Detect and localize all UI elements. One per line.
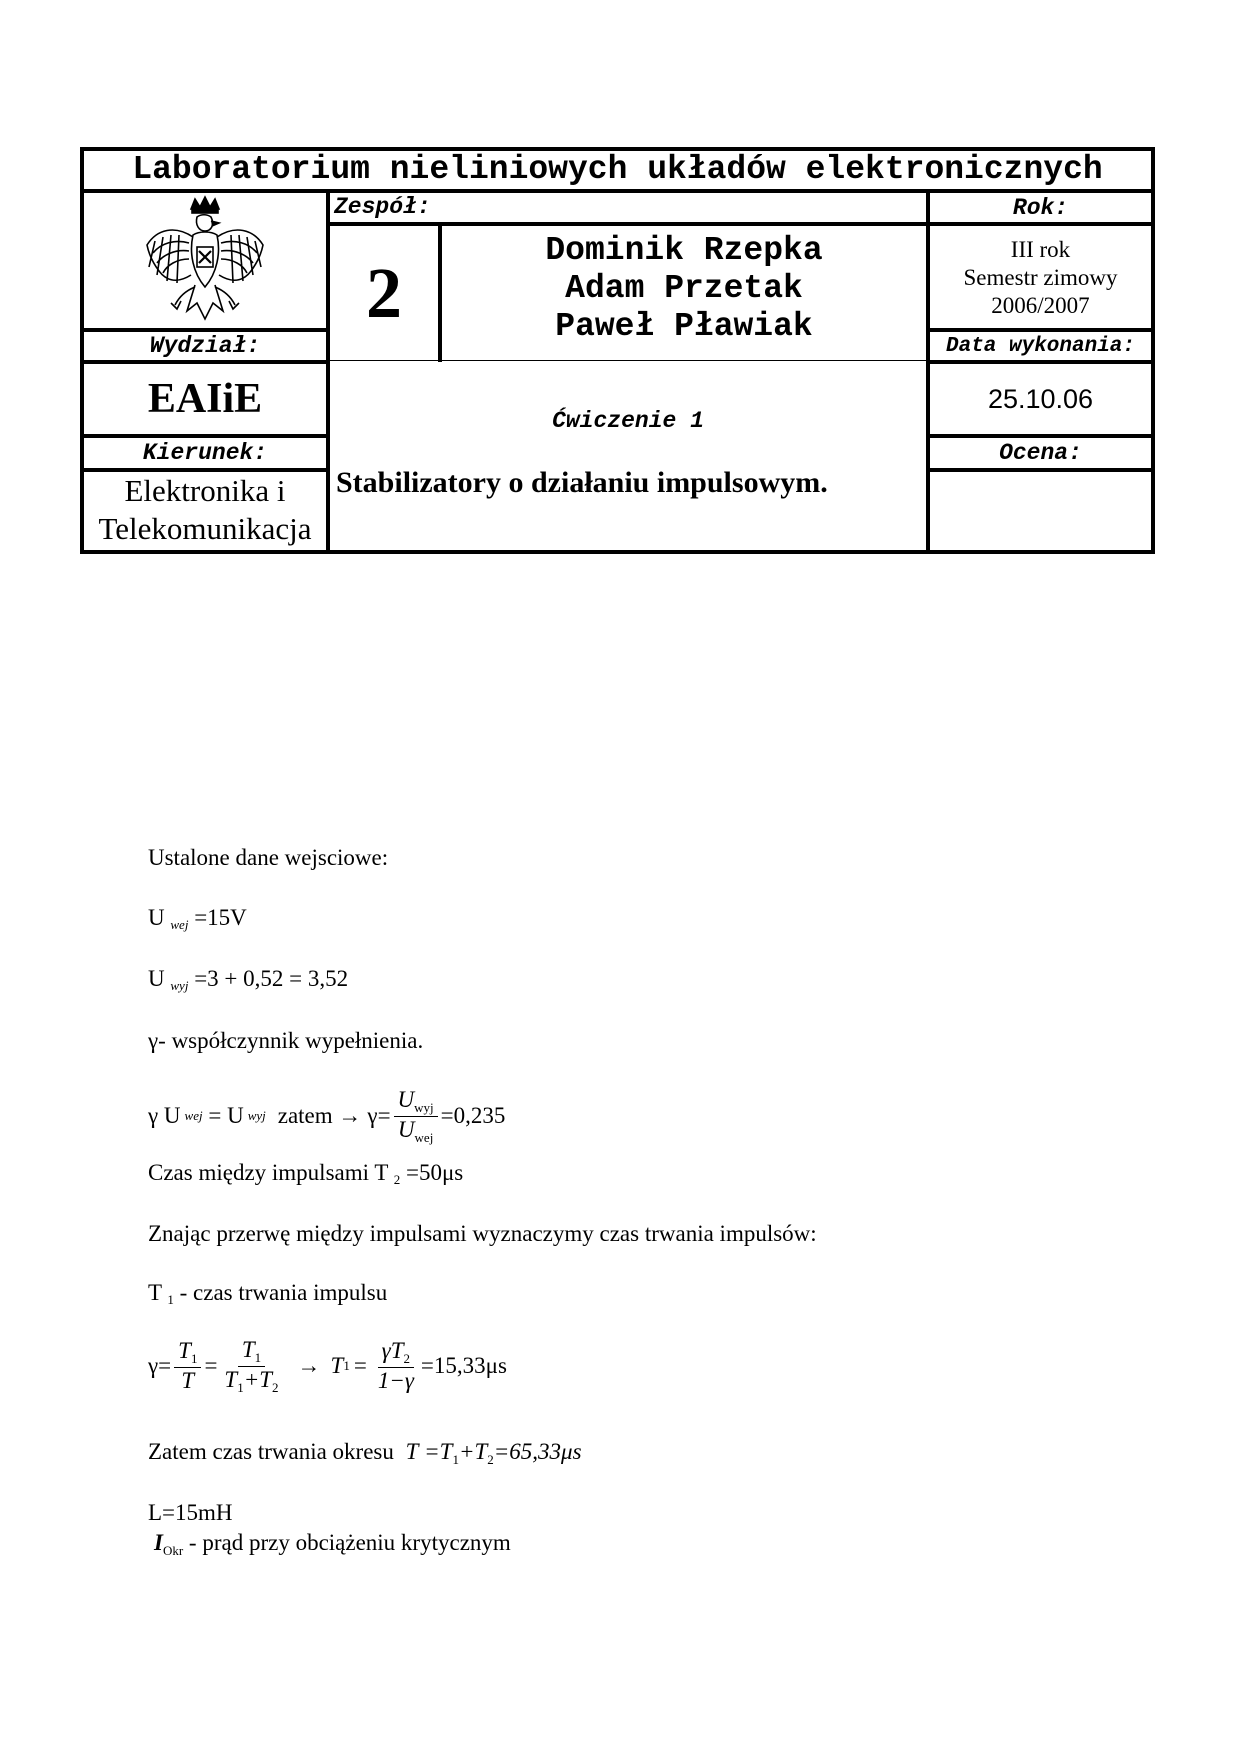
- member-name: Dominik Rzepka: [545, 232, 823, 269]
- member-name: Paweł Pławiak: [555, 308, 813, 345]
- member-name: Adam Przetak: [565, 270, 803, 307]
- t1-over-sum-fraction: $\frac{T_1}{T_1+T_2}$: [224, 1337, 279, 1395]
- uwej-line: U $_{wej}$ =15V: [148, 905, 247, 932]
- exercise-title: Stabilizatory o działaniu impulsowym.: [336, 466, 828, 499]
- eagle-emblem-icon: [84, 193, 326, 328]
- zespol-label: Zespół:: [334, 194, 431, 220]
- gamma-definition: γ- współczynnik wypełnienia.: [148, 1028, 424, 1053]
- gamma-equation: γ U wej = U wyj zatem → γ= $\frac{U_{wyj}}{U_{wej}}$ =0,235: [148, 1087, 506, 1145]
- inductance-line: L=15mH: [148, 1500, 233, 1525]
- rok-label: Rok:: [1012, 194, 1069, 221]
- t1-equation: γ= $\frac{T_1}{T}$ = $\frac{T_1}{T_1+T_2}$ → T 1 = $\frac{\gamma T_2}{1-\gamma}$ =15,33μs: [148, 1337, 507, 1395]
- know-text: Znając przerwę między impulsami wyznaczymy czas trwania impulsów:: [148, 1221, 817, 1246]
- team-members: [442, 232, 926, 346]
- exercise-label: Ćwiczenie 1: [552, 408, 704, 434]
- date-value: 25.10.06: [987, 383, 1094, 414]
- rok-line: 2006/2007: [991, 293, 1090, 318]
- data-wykonania-label: Data wykonania:: [945, 334, 1136, 358]
- t1-line: T $_1$ - czas trwania impulsu: [148, 1280, 388, 1307]
- kierunek-line: Elektronika i: [124, 473, 286, 508]
- gamma-t2-fraction: $\frac{\gamma T_2}{1-\gamma}$: [377, 1338, 414, 1393]
- t1-over-t-fraction: $\frac{T_1}{T}$: [174, 1339, 201, 1393]
- kierunek-value: [84, 472, 326, 548]
- rok-line: Semestr zimowy: [963, 265, 1118, 290]
- rok-line: III rok: [1010, 237, 1071, 262]
- iokr-line: $I_{Okr}$ - prąd przy obciążeniu krytycznym: [154, 1530, 511, 1558]
- period-line: Zatem czas trwania okresu $T =T_1+T_2=65,33\mu s$: [148, 1439, 582, 1467]
- ocena-label: Ocena:: [999, 440, 1082, 466]
- wydzial-value: EAIiE: [147, 376, 263, 422]
- team-number: 2: [366, 252, 402, 333]
- lab-title: Laboratorium nieliniowych układów elektronicznych: [132, 151, 1103, 188]
- kierunek-label: Kierunek:: [142, 440, 268, 466]
- kierunek-line: Telekomunikacja: [98, 511, 312, 546]
- rok-details: [930, 236, 1151, 320]
- ocena-value: [930, 472, 1151, 550]
- arrow-icon: →: [297, 1353, 321, 1379]
- intro-text: Ustalone dane wejsciowe:: [148, 845, 389, 870]
- wydzial-label: Wydział:: [149, 333, 261, 359]
- ratio-fraction: $\frac{U_{wyj}}{U_{wej}}$: [394, 1088, 438, 1144]
- t2-line: Czas między impulsami T $_2$ =50μs: [148, 1160, 464, 1187]
- uwyj-line: U $_{wyj}$ =3 + 0,52 = 3,52: [148, 966, 349, 993]
